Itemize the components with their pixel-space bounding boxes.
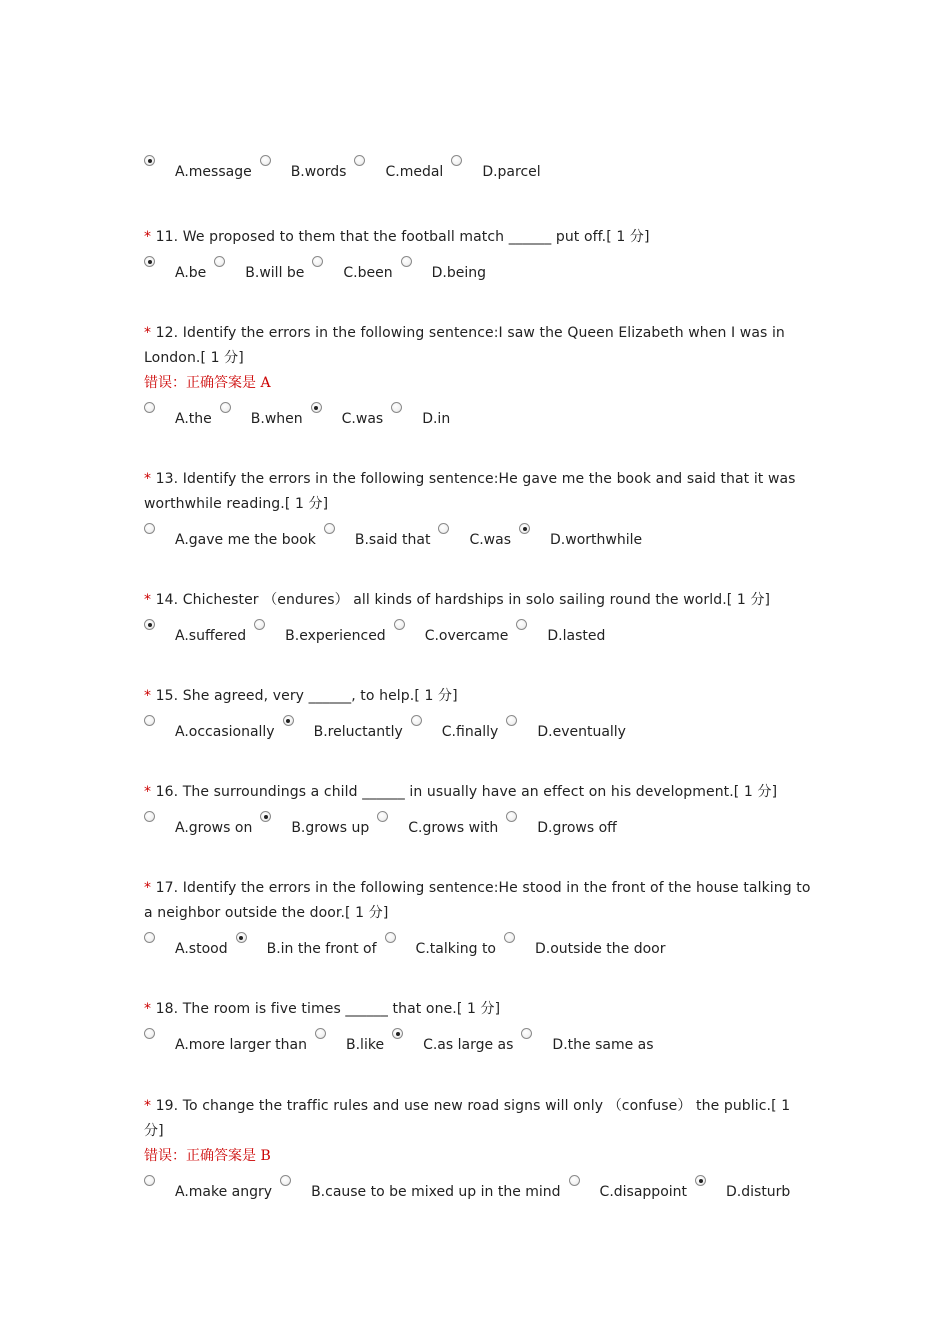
option-d[interactable] — [391, 402, 450, 426]
question-prompt — [144, 876, 814, 926]
question-text: 12. Identify the errors in the following sentence:I saw the Queen Elizabeth when I was in London.[ 1 分] — [144, 325, 785, 366]
option-d[interactable] — [506, 811, 617, 835]
radio-button[interactable] — [516, 619, 527, 630]
option-b[interactable] — [324, 523, 431, 547]
option-b[interactable] — [315, 1028, 384, 1052]
question-q19 — [144, 1094, 814, 1202]
radio-button[interactable] — [283, 715, 294, 726]
option-label: A.more larger than — [175, 1037, 307, 1053]
option-label: C.as large as — [423, 1037, 514, 1053]
option-label: C.was — [469, 532, 512, 548]
option-label: D.disturb — [726, 1184, 791, 1200]
radio-button[interactable] — [521, 1028, 532, 1039]
option-a[interactable] — [144, 523, 316, 547]
option-label: A.occasionally — [175, 724, 275, 740]
radio-button[interactable] — [254, 619, 265, 630]
option-label: B.in the front of — [266, 941, 377, 957]
option-label: B.words — [290, 164, 347, 180]
option-label: C.medal — [385, 164, 444, 180]
option-a[interactable] — [144, 619, 246, 643]
radio-button[interactable] — [377, 811, 388, 822]
radio-button[interactable] — [214, 256, 225, 267]
question-text: 14. Chichester （endures） all kinds of hardships in solo sailing round the world.[ 1 分] — [155, 592, 771, 608]
option-b[interactable] — [260, 811, 369, 835]
radio-button[interactable] — [569, 1175, 580, 1186]
option-label: A.stood — [175, 941, 228, 957]
error-feedback: 错误：正确答案是 A — [144, 375, 271, 391]
option-label: D.eventually — [537, 724, 626, 740]
option-b[interactable] — [236, 932, 377, 956]
radio-button[interactable] — [506, 715, 517, 726]
option-label: B.when — [250, 411, 303, 427]
option-c[interactable] — [377, 811, 498, 835]
option-label: B.grows up — [291, 820, 370, 836]
radio-button[interactable] — [236, 932, 247, 943]
question-q11 — [144, 225, 814, 283]
option-d[interactable] — [504, 932, 666, 956]
option-label: D.being — [431, 265, 487, 281]
option-label: D.the same as — [552, 1037, 654, 1053]
radio-button[interactable] — [394, 619, 405, 630]
option-label: D.parcel — [482, 164, 541, 180]
question-q16 — [144, 780, 814, 838]
option-b[interactable] — [260, 155, 347, 179]
question-q10 — [144, 154, 814, 182]
option-label: A.the — [175, 411, 212, 427]
required-star-icon: * — [144, 1001, 156, 1017]
required-star-icon: * — [144, 592, 156, 608]
question-prompt — [144, 1094, 814, 1144]
required-star-icon: * — [144, 471, 156, 487]
option-label: A.suffered — [175, 628, 247, 644]
question-prompt — [144, 321, 814, 371]
question-q18 — [144, 997, 814, 1055]
radio-button[interactable] — [144, 932, 155, 943]
radio-button[interactable] — [506, 811, 517, 822]
option-label: B.like — [346, 1037, 385, 1053]
option-label: C.finally — [441, 724, 499, 740]
option-label: A.message — [175, 164, 252, 180]
radio-button[interactable] — [144, 715, 155, 726]
options-row — [144, 931, 814, 959]
option-label: C.disappoint — [599, 1184, 688, 1200]
required-star-icon: * — [144, 325, 156, 341]
options-row — [144, 1174, 814, 1202]
radio-button[interactable] — [144, 256, 155, 267]
question-prompt — [144, 467, 814, 517]
radio-button[interactable] — [144, 1175, 155, 1186]
option-a[interactable] — [144, 811, 252, 835]
radio-button[interactable] — [144, 1028, 155, 1039]
radio-button[interactable] — [144, 619, 155, 630]
option-label: D.grows off — [537, 820, 617, 836]
option-b[interactable] — [283, 715, 403, 739]
option-d[interactable] — [506, 715, 626, 739]
radio-button[interactable] — [144, 523, 155, 534]
option-label: A.gave me the book — [175, 532, 316, 548]
option-label: D.outside the door — [535, 941, 666, 957]
option-label: A.grows on — [175, 820, 253, 836]
option-b[interactable] — [214, 256, 304, 280]
question-prompt — [144, 684, 814, 709]
question-text: 17. Identify the errors in the following sentence:He stood in the front of the house talking to a neighbor outside the door.[ 1 分] — [144, 880, 811, 921]
question-text: 16. The surroundings a child ______ in usually have an effect on his development.[ 1 分] — [155, 784, 778, 800]
radio-button[interactable] — [144, 811, 155, 822]
radio-button[interactable] — [260, 155, 271, 166]
option-c[interactable] — [411, 715, 499, 739]
error-feedback: 错误：正确答案是 B — [144, 1148, 271, 1164]
question-q17 — [144, 876, 814, 959]
option-d[interactable] — [695, 1175, 790, 1199]
options-row — [144, 618, 814, 646]
option-label: B.experienced — [285, 628, 386, 644]
options-row — [144, 522, 814, 550]
radio-button[interactable] — [220, 402, 231, 413]
option-c[interactable] — [385, 932, 496, 956]
option-label: C.overcame — [424, 628, 509, 644]
radio-button[interactable] — [324, 523, 335, 534]
radio-button[interactable] — [451, 155, 462, 166]
option-a[interactable] — [144, 155, 252, 179]
radio-button[interactable] — [260, 811, 271, 822]
radio-button[interactable] — [438, 523, 449, 534]
required-star-icon: * — [144, 1098, 156, 1114]
radio-button[interactable] — [519, 523, 530, 534]
option-d[interactable] — [521, 1028, 653, 1052]
radio-button[interactable] — [411, 715, 422, 726]
question-q12 — [144, 321, 814, 429]
radio-button[interactable] — [144, 155, 155, 166]
option-c[interactable] — [438, 523, 511, 547]
option-label: D.lasted — [547, 628, 606, 644]
option-label: A.be — [175, 265, 207, 281]
radio-button[interactable] — [312, 256, 323, 267]
question-q14 — [144, 588, 814, 646]
option-a[interactable] — [144, 402, 212, 426]
option-c[interactable] — [312, 256, 392, 280]
option-b[interactable] — [280, 1175, 560, 1199]
radio-button[interactable] — [695, 1175, 706, 1186]
option-d[interactable] — [451, 155, 540, 179]
required-star-icon: * — [144, 688, 156, 704]
option-label: B.will be — [245, 265, 305, 281]
question-prompt — [144, 997, 814, 1022]
options-row — [144, 154, 814, 182]
option-a[interactable] — [144, 1175, 272, 1199]
option-c[interactable] — [311, 402, 384, 426]
question-prompt — [144, 588, 814, 613]
option-b[interactable] — [220, 402, 303, 426]
radio-button[interactable] — [401, 256, 412, 267]
option-a[interactable] — [144, 932, 228, 956]
question-prompt — [144, 225, 814, 250]
radio-button[interactable] — [391, 402, 402, 413]
radio-button[interactable] — [354, 155, 365, 166]
options-row — [144, 1027, 814, 1055]
option-label: D.in — [422, 411, 451, 427]
option-a[interactable] — [144, 256, 206, 280]
radio-button[interactable] — [392, 1028, 403, 1039]
option-label: B.said that — [354, 532, 431, 548]
option-d[interactable] — [401, 256, 486, 280]
radio-button[interactable] — [385, 932, 396, 943]
option-label: D.worthwhile — [550, 532, 643, 548]
option-d[interactable] — [516, 619, 605, 643]
option-c[interactable] — [569, 1175, 687, 1199]
option-a[interactable] — [144, 715, 275, 739]
option-a[interactable] — [144, 1028, 307, 1052]
required-star-icon: * — [144, 229, 156, 245]
required-star-icon: * — [144, 880, 156, 896]
option-label: C.was — [341, 411, 384, 427]
radio-button[interactable] — [315, 1028, 326, 1039]
radio-button[interactable] — [504, 932, 515, 943]
options-row — [144, 401, 814, 429]
option-c[interactable] — [354, 155, 443, 179]
options-row — [144, 714, 814, 742]
options-row — [144, 810, 814, 838]
option-label: C.grows with — [408, 820, 499, 836]
question-text: 19. To change the traffic rules and use new road signs will only （confuse） the public.[ 1 分] — [144, 1098, 791, 1139]
question-q15 — [144, 684, 814, 742]
option-label: B.cause to be mixed up in the mind — [311, 1184, 561, 1200]
option-label: A.make angry — [175, 1184, 273, 1200]
radio-button[interactable] — [280, 1175, 291, 1186]
option-d[interactable] — [519, 523, 642, 547]
option-label: C.talking to — [415, 941, 496, 957]
option-c[interactable] — [392, 1028, 513, 1052]
option-b[interactable] — [254, 619, 386, 643]
question-q13 — [144, 467, 814, 550]
option-label: C.been — [343, 265, 393, 281]
question-text: 18. The room is five times ______ that one.[ 1 分] — [155, 1001, 501, 1017]
question-text: 11. We proposed to them that the football match ______ put off.[ 1 分] — [155, 229, 650, 245]
question-text: 13. Identify the errors in the following sentence:He gave me the book and said that it was worthwhile reading.[ 1 分] — [144, 471, 796, 512]
options-row — [144, 255, 814, 283]
option-label: B.reluctantly — [313, 724, 403, 740]
question-text: 15. She agreed, very ______, to help.[ 1 分] — [155, 688, 458, 704]
radio-button[interactable] — [311, 402, 322, 413]
question-prompt — [144, 780, 814, 805]
required-star-icon: * — [144, 784, 156, 800]
radio-button[interactable] — [144, 402, 155, 413]
option-c[interactable] — [394, 619, 509, 643]
